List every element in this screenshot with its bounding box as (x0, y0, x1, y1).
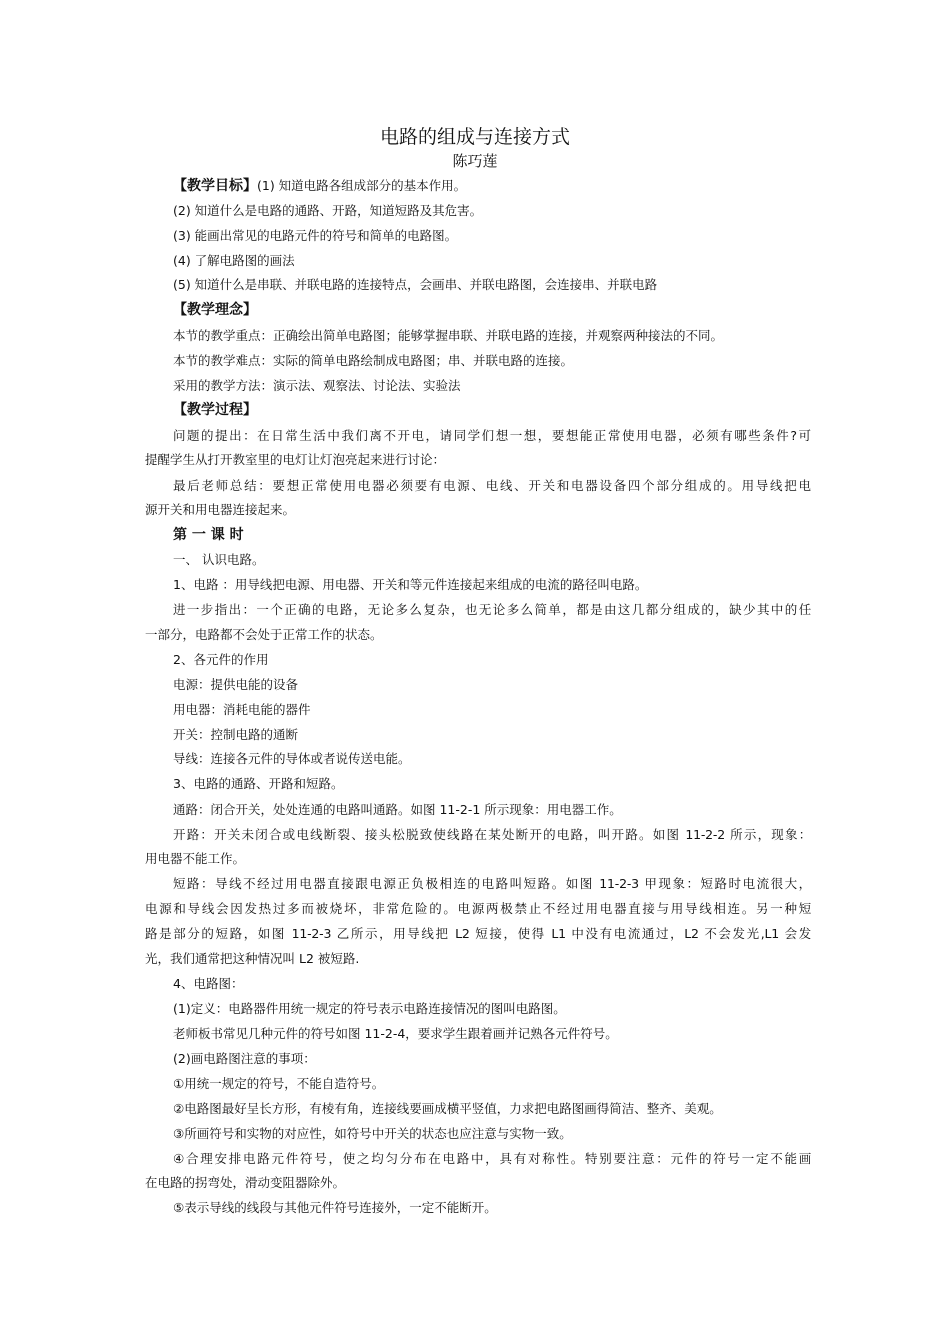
circuit-diagram-definition: (1)定义：电路器件用统一规定的符号表示电路连接情况的图叫电路图。 (173, 1001, 566, 1016)
process-heading: 【教学过程】 (173, 402, 257, 418)
objective-item-5: (5) 知道什么是串联、并联电路的连接特点，会画串、并联电路图，会连接串、并联电路 (173, 277, 658, 292)
closed-circuit-text: 通路：闭合开关，处处连通的电路叫通路。如图 11-2-1 所示现象：用电器工作。 (173, 802, 622, 817)
drawing-note-2: ②电路图最好呈长方形，有棱有角，连接线要画成横平竖值，力求把电路图画得简洁、整齐、美观。 (173, 1101, 722, 1116)
drawing-notes-heading: (2)画电路图注意的事项： (173, 1051, 316, 1066)
philosophy-line-1: 本节的教学重点：正确绘出简单电路图；能够掌握串联、并联电路的连接，并观察两种接法的不同。 (173, 328, 724, 343)
short-circuit-text-line-4: 光，我们通常把这种情况叫 L2 被短路. (145, 951, 360, 966)
open-circuit-text-line-2: 用电器不能工作。 (145, 851, 246, 866)
lesson-1-heading: 第 一 课 时 (173, 527, 244, 543)
objective-item-1: (1) 知道电路各组成部分的基本作用。 (257, 178, 467, 193)
process-paragraph-2-line-2: 源开关和用电器连接起来。 (145, 502, 296, 517)
objectives-line-1 (173, 177, 466, 195)
teacher-board-note: 老师板书常见几种元件的符号如图 11-2-4，要求学生跟着画并记熟各元件符号。 (173, 1026, 618, 1041)
open-circuit-text-line-1: 开路：开关未闭合或电线断裂、接头松脱致使线路在某处断开的电路，叫开路。如图 11-2-2 所示，现象： (173, 827, 811, 842)
objective-item-4: (4) 了解电路图的画法 (173, 253, 295, 268)
component-switch: 开关：控制电路的通断 (173, 727, 299, 742)
short-circuit-text-line-1: 短路：导线不经过用电器直接跟电源正负极相连的电路叫短路。如图 11-2-3 甲现象：短路时电流很大， (173, 876, 811, 891)
philosophy-line-3: 采用的教学方法：演示法、观察法、讨论法、实验法 (173, 378, 461, 393)
section-1-item-1: 1、电路 ：用导线把电源、用电器、开关和等元件连接起来组成的电流的路径叫电路。 (173, 577, 648, 592)
process-paragraph-1-line-1: 问题的提出：在日常生活中我们离不开电，请同学们想一想，要想能正常使用电器，必须有哪些条件?可 (173, 428, 811, 443)
section-1-item-2-line-1: 进一步指出：一个正确的电路，无论多么复杂，也无论多么简单，都是由这几都分组成的，缺少其中的任 (173, 602, 811, 617)
drawing-note-1: ①用统一规定的符号，不能自造符号。 (173, 1076, 385, 1091)
section-2-heading: 2、各元件的作用 (173, 652, 269, 667)
process-paragraph-1-line-2: 提醒学生从打开教室里的电灯让灯泡亮起来进行讨论： (145, 452, 446, 467)
objective-item-3: (3) 能画出常见的电路元件的符号和简单的电路图。 (173, 228, 458, 243)
section-1-heading: 一、 认识电路。 (173, 552, 265, 567)
drawing-note-5: ⑤表示导线的线段与其他元件符号连接外，一定不能断开。 (173, 1200, 497, 1215)
drawing-note-4-line-2: 在电路的拐弯处，滑动变阻器除外。 (145, 1175, 346, 1190)
component-power-source: 电源：提供电能的设备 (173, 677, 299, 692)
philosophy-line-2: 本节的教学难点：实际的简单电路绘制成电路图；串、并联电路的连接。 (173, 353, 574, 368)
short-circuit-text-line-2: 电源和导线会因发热过多而被烧坏，非常危险的。电源两极禁止不经过用电器直接与用导线相连。另一种短 (145, 901, 811, 916)
section-1-item-2-line-2: 一部分，电路都不会处于正常工作的状态。 (145, 627, 383, 642)
section-3-heading: 3、电路的通路、开路和短路。 (173, 776, 344, 791)
author-name: 陈巧莲 (452, 152, 498, 170)
section-4-heading: 4、电路图： (173, 976, 244, 991)
drawing-note-3: ③所画符号和实物的对应性，如符号中开关的状态也应注意与实物一致。 (173, 1126, 572, 1141)
page-title: 电路的组成与连接方式 (379, 126, 570, 148)
short-circuit-text-line-3: 路是部分的短路，如图 11-2-3 乙所示，用导线把 L2 短接，使得 L1 中没有电流通过，L2 不会发光,L1 会发 (145, 926, 811, 941)
process-paragraph-2-line-1: 最后老师总结：要想正常使用电器必须要有电源、电线、开关和电器设备四个部分组成的。用导线把电 (173, 478, 811, 493)
component-appliance: 用电器：消耗电能的器件 (173, 702, 311, 717)
objective-item-2: (2) 知道什么是电路的通路、开路，知道短路及其危害。 (173, 203, 483, 218)
drawing-note-4-line-1: ④合理安排电路元件符号，使之均匀分布在电路中，具有对称性。特别要注意：元件的符号一定不能画 (173, 1151, 811, 1166)
component-wire: 导线：连接各元件的导体或者说传送电能。 (173, 751, 411, 766)
objectives-heading: 【教学目标】 (173, 178, 257, 194)
philosophy-heading: 【教学理念】 (173, 302, 257, 318)
